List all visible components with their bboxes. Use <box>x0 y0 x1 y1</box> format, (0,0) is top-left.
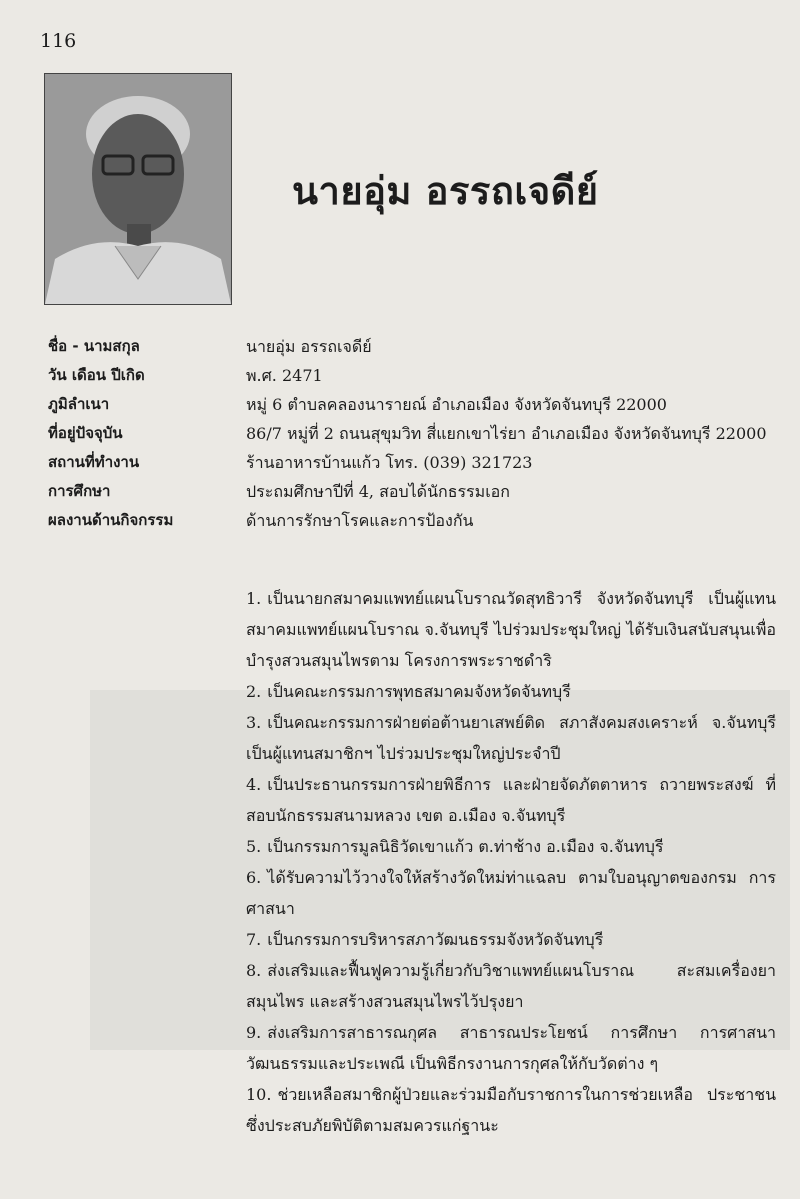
item-number: 3. <box>246 713 262 732</box>
list-item <box>246 955 776 1017</box>
item-text: เป็นคณะกรรมการฝ่ายต่อต้านยาเสพย์ติด สภาสังคมสงเคราะห์ จ.จันทบุรี เป็นผู้แทนสมาชิกฯ ไปร่วมประชุมใหญ่ประจำปี <box>246 713 776 763</box>
info-row-name <box>48 332 778 361</box>
list-item <box>246 583 776 676</box>
info-label: ผลงานด้านกิจกรรม <box>48 511 174 529</box>
item-number: 10. <box>246 1085 272 1104</box>
list-item <box>246 769 776 831</box>
page-number: 116 <box>40 30 77 52</box>
info-value: ประถมศึกษาปีที่ 4, สอบได้นักธรรมเอก <box>246 482 510 501</box>
list-item <box>246 707 776 769</box>
personal-info-table <box>48 332 778 535</box>
info-value: นายอุ่ม อรรถเจดีย์ <box>246 337 372 356</box>
info-value: ร้านอาหารบ้านแก้ว โทร. (039) 321723 <box>246 453 533 472</box>
info-row-activities <box>48 506 778 535</box>
item-number: 8. <box>246 961 262 980</box>
person-name-heading: นายอุ่ม อรรถเจดีย์ <box>292 168 599 213</box>
list-item <box>246 1079 776 1141</box>
list-item <box>246 862 776 924</box>
info-row-birth <box>48 361 778 390</box>
item-number: 5. <box>246 837 262 856</box>
portrait-photo <box>44 73 232 305</box>
info-label: สถานที่ทำงาน <box>48 453 140 471</box>
item-number: 6. <box>246 868 262 887</box>
info-row-education <box>48 477 778 506</box>
info-value: 86/7 หมู่ที่ 2 ถนนสุขุมวิท สี่แยกเขาไร่ยา อำเภอเมือง จังหวัดจันทบุรี 22000 <box>246 424 767 443</box>
item-text: เป็นนายกสมาคมแพทย์แผนโบราณวัดสุทธิวารี จังหวัดจันทบุรี เป็นผู้แทนสมาคมแพทย์แผนโบราณ จ.จันทบุรี ไปร่วมประชุมใหญ่ ได้รับเงินสนับสนุนเพื่อบำรุงสวนสมุนไพรตาม โครงการพระราชดำริ <box>246 589 776 670</box>
info-label: การศึกษา <box>48 482 111 500</box>
item-text: เป็นกรรมการมูลนิธิวัดเขาแก้ว ต.ท่าช้าง อ.เมือง จ.จันทบุรี <box>267 837 664 856</box>
item-number: 7. <box>246 930 262 949</box>
list-item <box>246 676 776 707</box>
info-row-address <box>48 419 778 448</box>
info-value: ด้านการรักษาโรคและการป้องกัน <box>246 511 474 530</box>
item-text: ช่วยเหลือสมาชิกผู้ป่วยและร่วมมือกับราชการในการช่วยเหลือ ประชาชน ซึ่งประสบภัยพิบัติตามสมควรแก่ฐานะ <box>246 1085 776 1135</box>
info-row-hometown <box>48 390 778 419</box>
info-row-workplace <box>48 448 778 477</box>
info-value: หมู่ 6 ตำบลคลองนารายณ์ อำเภอเมือง จังหวัดจันทบุรี 22000 <box>246 395 667 414</box>
activities-list <box>246 583 776 1141</box>
info-label: ภูมิลำเนา <box>48 395 110 413</box>
item-number: 9. <box>246 1023 262 1042</box>
item-number: 1. <box>246 589 262 608</box>
info-label: ชื่อ - นามสกุล <box>48 337 140 355</box>
item-text: ได้รับความไว้วางใจให้สร้างวัดใหม่ท่าแฉลบ ตามใบอนุญาตของกรม การศาสนา <box>246 868 776 918</box>
info-label: วัน เดือน ปีเกิด <box>48 366 145 384</box>
item-text: ส่งเสริมการสาธารณกุศล สาธารณประโยชน์ การศึกษา การศาสนา วัฒนธรรมและประเพณี เป็นพิธีกรงานการกุศลให้กับวัดต่าง ๆ <box>246 1023 776 1073</box>
item-text: เป็นกรรมการบริหารสภาวัฒนธรรมจังหวัดจันทบุรี <box>267 930 604 949</box>
list-item <box>246 1017 776 1079</box>
info-value: พ.ศ. 2471 <box>246 366 323 385</box>
item-text: เป็นคณะกรรมการพุทธสมาคมจังหวัดจันทบุรี <box>267 682 571 701</box>
list-item <box>246 831 776 862</box>
item-number: 2. <box>246 682 262 701</box>
info-label: ที่อยู่ปัจจุบัน <box>48 424 123 442</box>
item-number: 4. <box>246 775 262 794</box>
item-text: ส่งเสริมและฟื้นฟูความรู้เกี่ยวกับวิชาแพทย์แผนโบราณ สะสมเครื่องยา สมุนไพร และสร้างสวนสมุนไพรไว้ปรุงยา <box>246 961 776 1011</box>
item-text: เป็นประธานกรรมการฝ่ายพิธีการ และฝ่ายจัดภัตตาหาร ถวายพระสงฆ์ ที่สอบนักธรรมสนามหลวง เขต อ.เมือง จ.จันทบุรี <box>246 775 776 825</box>
list-item <box>246 924 776 955</box>
